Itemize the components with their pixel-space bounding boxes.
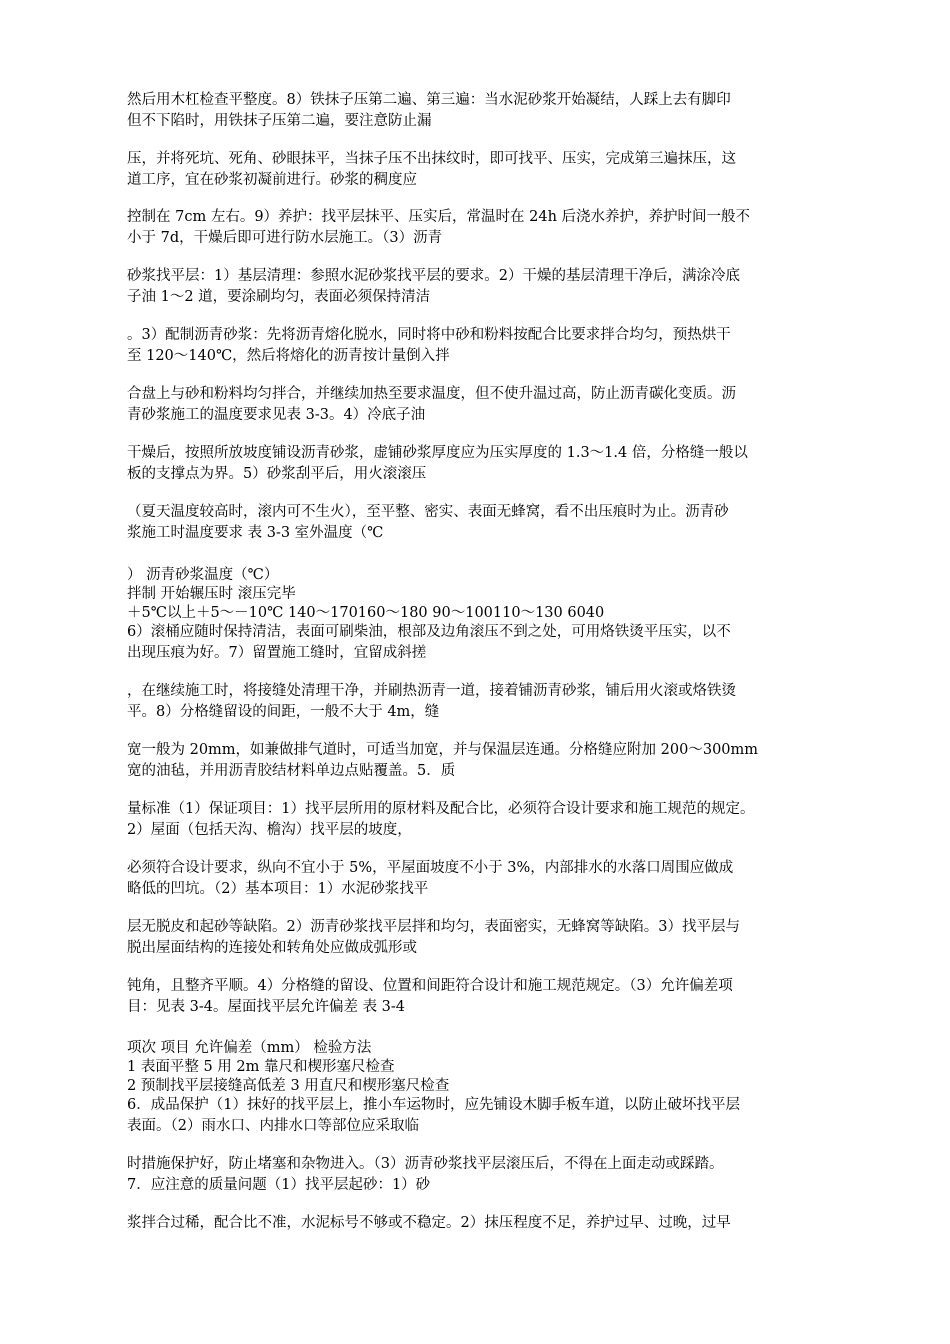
text-line: ） 沥青砂浆温度（℃） — [127, 567, 279, 583]
text-line: 6．成品保护（1）抹好的找平层上，推小车运物时，应先铺设木脚手板车道，以防止破坏找平层 — [127, 1097, 740, 1113]
text-line: 必须符合设计要求，纵向不宜小于 5%，平屋面坡度不小于 3%，内部排水的水落口周围应做成 — [127, 860, 734, 876]
text-line: 子油 1～2 道，要涂刷均匀，表面必须保持清洁 — [127, 289, 431, 305]
text-line: 平。8）分格缝留设的间距，一般不大于 4m，缝 — [127, 704, 440, 720]
text-line: 宽的油毡，并用沥青胶结材料单边点贴覆盖。5．质 — [127, 763, 456, 779]
text-line: 小于 7d，干燥后即可进行防水层施工。（3）沥青 — [127, 230, 443, 246]
text-line: （夏天温度较高时，滚内可不生火），至平整、密实、表面无蜂窝，看不出压痕时为止。沥青砂 — [127, 504, 729, 520]
text-line: ，在继续施工时，将接缝处清理干净，并刷热沥青一道，接着铺沥青砂浆，铺后用火滚或烙铁烫 — [127, 683, 736, 699]
text-line: 2 预制找平层接缝高低差 3 用直尺和楔形塞尺检查 — [127, 1078, 450, 1094]
text-line: 量标准（1）保证项目：1）找平层所用的原材料及配合比，必须符合设计要求和施工规范的规定。 — [127, 801, 755, 817]
text-line: 浆施工时温度要求 表 3-3 室外温度（℃ — [127, 525, 384, 541]
text-line: 。3）配制沥青砂浆：先将沥青熔化脱水，同时将中砂和粉料按配合比要求拌合均匀，预热烘干 — [127, 327, 731, 343]
text-line: 层无脱皮和起砂等缺陷。2）沥青砂浆找平层拌和均匀，表面密实，无蜂窝等缺陷。3）找平层与 — [127, 919, 740, 935]
text-line: 浆拌合过稀，配合比不准，水泥标号不够或不稳定。2）抹压程度不足，养护过早、过晚，过早 — [127, 1215, 731, 1231]
text-line: 出现压痕为好。7）留置施工缝时，宜留成斜搓 — [127, 645, 427, 661]
text-line: ＋5℃以上＋5～－10℃ 140～170160～180 90～100110～130 6040 — [127, 605, 605, 621]
text-line: 脱出屋面结构的连接处和转角处应做成弧形或 — [127, 940, 417, 956]
text-line: 拌制 开始辗压时 滚压完毕 — [127, 586, 296, 602]
text-line: 但不下陷时，用铁抹子压第二遍，要注意防止漏 — [127, 113, 432, 129]
text-line: 钝角，且整齐平顺。4）分格缝的留设、位置和间距符合设计和施工规范规定。（3）允许偏差项 — [127, 978, 733, 994]
text-line: 控制在 7cm 左右。9）养护：找平层抹平、压实后，常温时在 24h 后浇水养护，养护时间一般不 — [127, 209, 751, 225]
text-line: 表面。（2）雨水口、内排水口等部位应采取临 — [127, 1118, 419, 1134]
text-line: 目：见表 3-4。屋面找平层允许偏差 表 3-4 — [127, 999, 406, 1015]
text-line: 干燥后，按照所放坡度铺设沥青砂浆，虚铺砂浆厚度应为压实厚度的 1.3～1.4 倍，分格缝一般以 — [127, 445, 748, 461]
text-line: 压，并将死坑、死角、砂眼抹平，当抹子压不出抹纹时，即可找平、压实，完成第三遍抹压，这 — [127, 151, 736, 167]
text-line: 然后用木杠检查平整度。8）铁抹子压第二遍、第三遍：当水泥砂浆开始凝结，人踩上去有脚印 — [127, 92, 731, 108]
text-line: 6）滚桶应随时保持清洁，表面可刷柴油，根部及边角滚压不到之处，可用烙铁烫平压实，以不 — [127, 624, 731, 640]
text-line: 砂浆找平层：1）基层清理：参照水泥砂浆找平层的要求。2）干燥的基层清理干净后，满涂冷底 — [127, 268, 740, 284]
text-line: 青砂浆施工的温度要求见表 3-3。4）冷底子油 — [127, 407, 426, 423]
text-line: 7．应注意的质量问题（1）找平层起砂：1）砂 — [127, 1177, 431, 1193]
text-line: 板的支撑点为界。5）砂浆刮平后，用火滚滚压 — [127, 466, 427, 482]
text-line: 2）屋面（包括天沟、檐沟）找平层的坡度， — [127, 822, 412, 838]
text-line: 略低的凹坑。（2）基本项目：1）水泥砂浆找平 — [127, 881, 429, 897]
text-line: 道工序，宜在砂浆初凝前进行。砂浆的稠度应 — [127, 172, 417, 188]
text-line: 宽一般为 20mm，如兼做排气道时，可适当加宽，并与保温层连通。分格缝应附加 200～300mm — [127, 742, 759, 758]
text-line: 项次 项目 允许偏差（mm） 检验方法 — [127, 1040, 372, 1056]
text-line: 合盘上与砂和粉料均匀拌合，并继续加热至要求温度，但不使升温过高，防止沥青碳化变质。沥 — [127, 386, 736, 402]
text-line: 时措施保护好，防止堵塞和杂物进入。（3）沥青砂浆找平层滚压后，不得在上面走动或踩踏。 — [127, 1156, 724, 1172]
text-line: 至 120～140℃，然后将熔化的沥青按计量倒入拌 — [127, 348, 450, 364]
text-line: 1 表面平整 5 用 2m 靠尺和楔形塞尺检查 — [127, 1059, 395, 1075]
